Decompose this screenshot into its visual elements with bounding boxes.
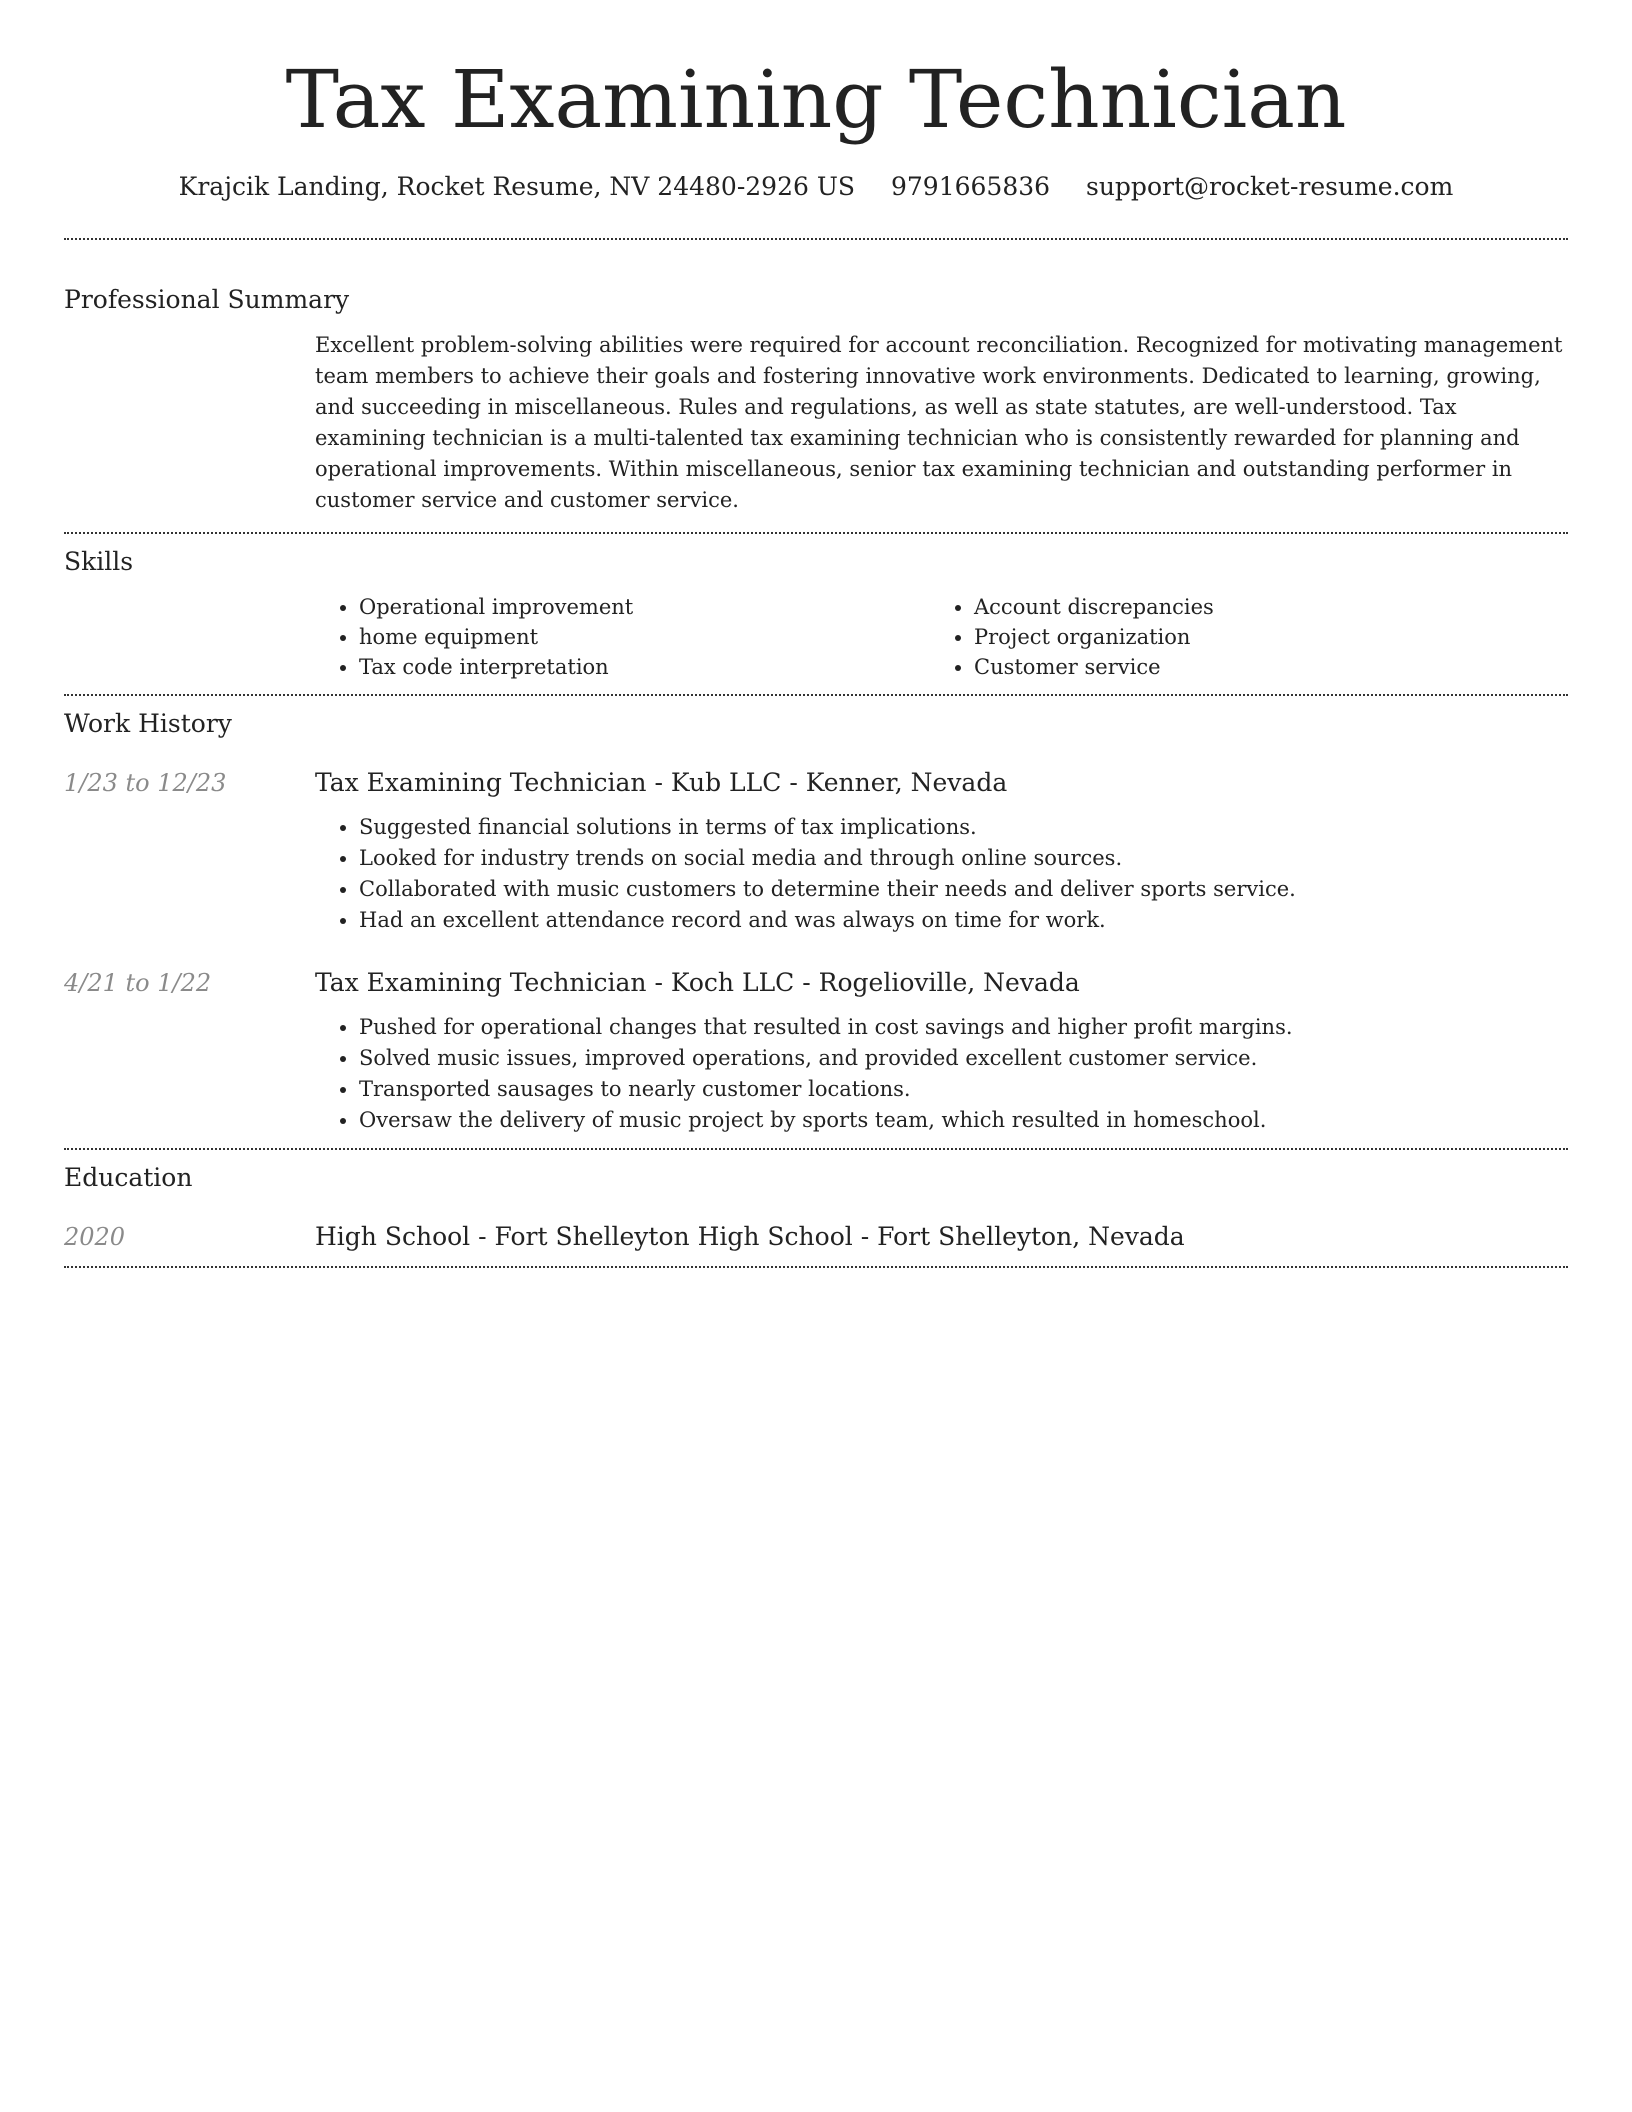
job-role: Tax Examining Technician [315, 968, 647, 997]
education-section [64, 1150, 1568, 1266]
skills-list-left [315, 592, 930, 682]
job-bullet: • Collaborated with music customers to determine their needs and deliver sports service. [359, 874, 1568, 905]
section-title-education: Education [64, 1163, 193, 1192]
job-entry [64, 966, 1568, 1148]
contact-line [64, 170, 1568, 204]
skills-grid [315, 592, 1568, 694]
skills-section [64, 534, 1568, 694]
section-title-work: Work History [64, 709, 232, 738]
job-company-location: - Kub LLC - Kenner, Nevada [646, 768, 1008, 797]
education-line [315, 1220, 1185, 1254]
job-bullet: • Suggested financial solutions in terms of tax implications. [359, 812, 1568, 843]
education-entry [64, 1220, 1568, 1266]
job-body [315, 966, 1568, 1136]
job-bullets [315, 1012, 1568, 1136]
education-date: 2020 [64, 1223, 126, 1251]
job-bullets [315, 812, 1568, 936]
job-company-location: - Koch LLC - Rogelioville, Nevada [646, 968, 1080, 997]
skill-item: • Project organization [974, 622, 1545, 652]
job-role: Tax Examining Technician [315, 768, 647, 797]
job-bullet: • Had an excellent attendance record and was always on time for work. [359, 905, 1568, 936]
contact-address: Krajcik Landing, Rocket Resume, NV 24480-2926 US [178, 172, 856, 201]
skill-item: • Account discrepancies [974, 592, 1545, 622]
job-entry [64, 766, 1568, 936]
education-school-location: - Fort Shelleyton High School - Fort Shelleyton, Nevada [470, 1222, 1185, 1251]
job-body [315, 766, 1568, 936]
professional-summary-section [64, 240, 1568, 532]
job-dates: 4/21 to 1/22 [64, 969, 212, 997]
resume-page [64, 0, 1568, 1268]
job-bullet: • Transported sausages to nearly customer locations. [359, 1074, 1568, 1105]
education-divider [64, 1266, 1568, 1268]
work-history-section [64, 696, 1568, 1148]
contact-phone: 9791665836 [890, 172, 1051, 201]
education-degree: High School [315, 1222, 471, 1251]
section-title-skills: Skills [64, 547, 134, 576]
job-bullet: • Solved music issues, improved operations, and provided excellent customer service. [359, 1043, 1568, 1074]
skills-list-right [930, 592, 1545, 682]
job-title [315, 966, 1568, 1000]
job-bullet: • Looked for industry trends on social media and through online sources. [359, 843, 1568, 874]
summary-text: Excellent problem-solving abilities were required for account reconciliation. Recognized for motivating management team members to achieve their goals and fostering innovative work environments. Dedicated to learning, growing, and succeeding in miscellaneous. Rules and regulations, as well as state statutes, are well-understood. Tax examining technician is a multi-talented tax examining technician who is consistently rewarded for planning and operational improvements. Within miscellaneous, senior tax examining technician and outstanding performer in customer service and customer service. [315, 333, 1563, 512]
job-title [315, 766, 1568, 800]
section-title-summary: Professional Summary [64, 285, 350, 314]
candidate-name: Tax Examining Technician [285, 53, 1347, 146]
skill-item: • Operational improvement [359, 592, 930, 622]
skill-item: • Tax code interpretation [359, 652, 930, 682]
job-bullet: • Pushed for operational changes that resulted in cost savings and higher profit margins. [359, 1012, 1568, 1043]
summary-content [315, 330, 1568, 532]
job-bullet: • Oversaw the delivery of music project by sports team, which resulted in homeschool. [359, 1105, 1568, 1136]
skill-item: • home equipment [359, 622, 930, 652]
skill-item: • Customer service [974, 652, 1545, 682]
job-dates: 1/23 to 12/23 [64, 769, 227, 797]
contact-email[interactable]: support@rocket-resume.com [1086, 172, 1454, 201]
